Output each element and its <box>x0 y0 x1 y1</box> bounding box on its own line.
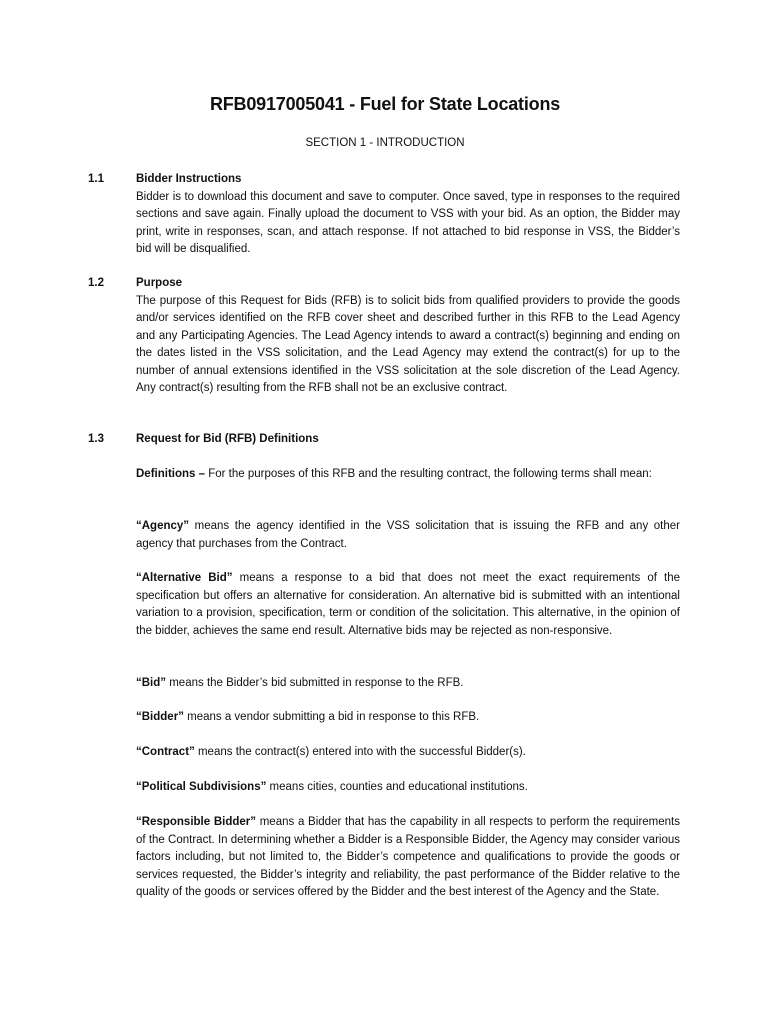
section-number-1-1: 1.1 <box>88 173 104 185</box>
section-number-1-2: 1.2 <box>88 277 104 289</box>
section-1-1 <box>136 171 680 259</box>
definition-political-subdivisions <box>136 779 680 797</box>
section-1-2-heading: Purpose <box>136 277 183 289</box>
definitions-label: Definitions – <box>136 468 206 480</box>
definition-term: “Alternative Bid” <box>136 572 233 584</box>
definition-term: “Bidder” <box>136 711 184 723</box>
definition-text: means a response to a bid that does not meet the exact requirements of the specification but offers an alternative for consideration. An alternative bid is submitted with an intentional variation to a provision, specification, term or condition of the solicitation. This alternative, in the opinion of the bidder, achieves the same end result. Alternative bids may be rejected as non-responsive. <box>136 572 680 637</box>
definition-term: “Bid” <box>136 677 167 689</box>
definition-bidder <box>136 709 680 727</box>
section-1-3 <box>136 431 680 449</box>
definition-term: “Responsible Bidder” <box>136 816 257 828</box>
definition-term: “Agency” <box>136 520 190 532</box>
definition-text: means a vendor submitting a bid in response to this RFB. <box>183 711 480 723</box>
definition-text: means cities, counties and educational institutions. <box>266 781 528 793</box>
definition-text: means a Bidder that has the capability in all respects to perform the requirements of the Contract. In determining whether a Bidder is a Responsible Bidder, the Agency may consider various factors including, but not limited to, the Bidder’s competence and qualifications to provide the goods or services requested, the Bidder’s integrity and reliability, the past performance of the Bidder relative to the quality of the goods or services offered by the Bidder and the best interest of the Agency and the State. <box>136 816 680 898</box>
definitions-intro <box>136 466 680 484</box>
definition-text: means the agency identified in the VSS solicitation that is issuing the RFB and any other agency that purchases from the Contract. <box>136 520 680 550</box>
definitions-intro-text: For the purposes of this RFB and the resulting contract, the following terms shall mean: <box>205 468 652 480</box>
section-heading: SECTION 1 - INTRODUCTION <box>305 137 465 149</box>
section-1-2-body: The purpose of this Request for Bids (RFB) is to solicit bids from qualified providers to provide the goods and/or services identified on the RFB cover sheet and described further in this RFB to the Lead Agency and any Participating Agencies. The Lead Agency intends to award a contract(s) beginning and ending on the dates listed in the VSS solicitation, and the Lead Agency may extend the contract(s) for up to the number of annual extensions identified in the VSS solicitation at the sole discretion of the Lead Agency. Any contract(s) resulting from the RFB shall not be an exclusive contract. <box>136 294 680 394</box>
definition-term: “Political Subdivisions” <box>136 781 267 793</box>
section-1-2 <box>136 275 680 398</box>
definition-text: means the contract(s) entered into with the successful Bidder(s). <box>194 746 526 758</box>
definition-agency <box>136 518 680 553</box>
definition-contract <box>136 744 680 762</box>
section-1-1-heading: Bidder Instructions <box>136 173 242 185</box>
section-1-3-heading: Request for Bid (RFB) Definitions <box>136 433 319 445</box>
section-number-1-3: 1.3 <box>88 433 104 445</box>
definition-text: means the Bidder’s bid submitted in response to the RFB. <box>166 677 464 689</box>
page-title: RFB0917005041 - Fuel for State Locations <box>209 94 561 114</box>
definition-term: “Contract” <box>136 746 195 758</box>
definition-bid <box>136 675 680 693</box>
section-1-1-body: Bidder is to download this document and save to computer. Once saved, type in responses to the required sections and save again. Finally upload the document to VSS with your bid. As an option, the Bidder may print, write in responses, scan, and attach response. If not attached to bid response in VSS, the Bidder’s bid will be disqualified. <box>136 190 680 255</box>
definition-responsible-bidder <box>136 814 680 902</box>
definition-alternative-bid <box>136 570 680 640</box>
